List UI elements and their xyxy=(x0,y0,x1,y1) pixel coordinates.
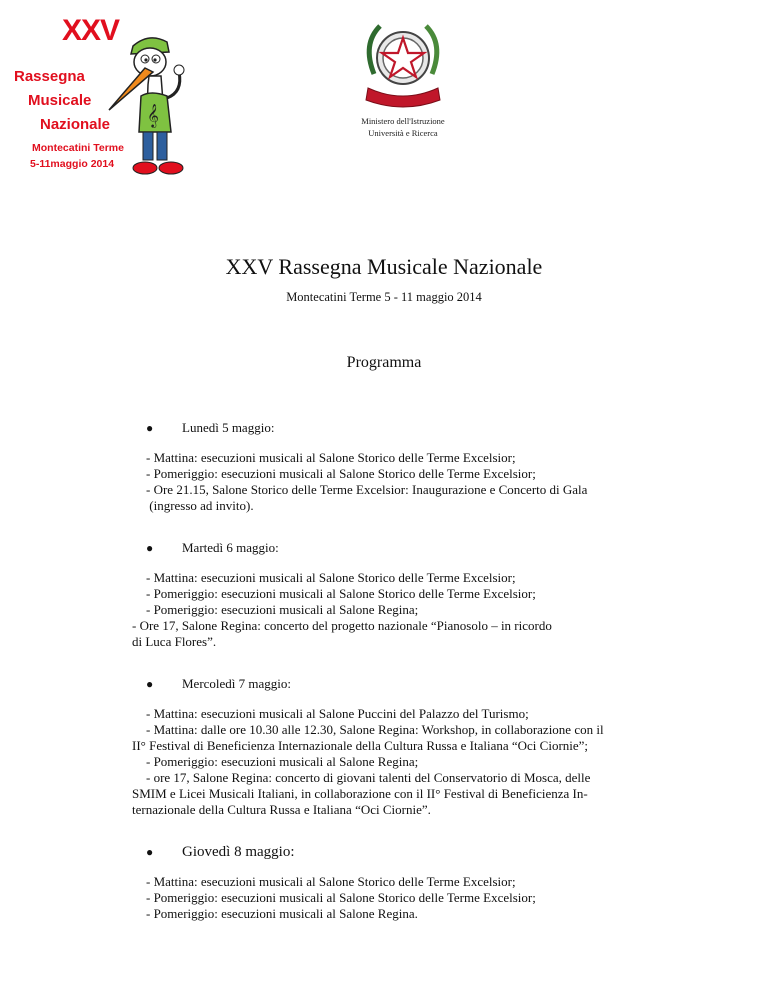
event-line: - Mattina: esecuzioni musicali al Salone Puccini del Palazzo del Turismo; xyxy=(146,706,529,721)
event-line: - Ore 21.15, Salone Storico delle Terme Excelsior: Inaugurazione e Concerto di Gala xyxy=(146,482,588,497)
event-line: - Pomeriggio: esecuzioni musicali al Salone Regina. xyxy=(146,906,418,921)
day-label: Giovedì 8 maggio: xyxy=(182,844,295,860)
ministry-name: Università e Ricerca xyxy=(368,128,438,138)
event-line: II° Festival di Beneficienza Internazionale della Cultura Russa e Italiana “Oci Ciornie”; xyxy=(132,738,589,753)
event-line: - Pomeriggio: esecuzioni musicali al Salone Storico delle Terme Excelsior; xyxy=(146,890,536,905)
ministry-logo xyxy=(338,14,468,154)
day-events xyxy=(132,706,704,818)
logo-line: Montecatini Terme xyxy=(32,142,124,154)
day-events xyxy=(146,450,690,514)
day-label: Lunedì 5 maggio: xyxy=(182,420,275,435)
bullet-icon: ● xyxy=(146,845,154,859)
day-label: Mercoledì 7 maggio: xyxy=(182,676,292,691)
event-line: di Luca Flores”. xyxy=(132,634,217,649)
ministry-name: Ministero dell'Istruzione xyxy=(361,116,445,126)
bullet-icon: ● xyxy=(146,421,154,435)
day-label: Martedì 6 maggio: xyxy=(182,540,279,555)
day-heading xyxy=(146,420,690,436)
bullet-icon: ● xyxy=(146,541,154,555)
day-heading xyxy=(146,844,690,860)
logo-numeral: XXV xyxy=(62,14,120,47)
logo-line: 5-11maggio 2014 xyxy=(30,158,115,170)
svg-text:𝄞: 𝄞 xyxy=(147,103,159,127)
bird-mascot-icon xyxy=(105,32,195,182)
republic-emblem-icon xyxy=(358,14,448,114)
event-line: - Mattina: dalle ore 10.30 alle 12.30, Salone Regina: Workshop, in collaborazione con il xyxy=(146,722,604,737)
event-line: ternazionale della Cultura Russa e Italiana “Oci Ciornie”. xyxy=(132,802,431,817)
document-subtitle: Montecatini Terme 5 - 11 maggio 2014 xyxy=(286,290,482,304)
bullet-icon: ● xyxy=(146,677,154,691)
event-line: (ingresso ad invito). xyxy=(146,498,254,513)
event-line: - Mattina: esecuzioni musicali al Salone Storico delle Terme Excelsior; xyxy=(146,450,516,465)
day-heading xyxy=(146,540,690,556)
event-line: - Ore 17, Salone Regina: concerto del progetto nazionale “Pianosolo – in ricordo xyxy=(132,618,552,633)
event-line: - Pomeriggio: esecuzioni musicali al Salone Regina; xyxy=(146,754,419,769)
section-heading: Programma xyxy=(346,354,422,371)
event-line: - Mattina: esecuzioni musicali al Salone Storico delle Terme Excelsior; xyxy=(146,874,516,889)
day-heading xyxy=(146,676,690,692)
day-events xyxy=(146,874,690,922)
event-logo xyxy=(10,10,200,180)
day-events xyxy=(132,570,690,650)
event-line: - Pomeriggio: esecuzioni musicali al Salone Storico delle Terme Excelsior; xyxy=(146,466,536,481)
programme-list xyxy=(132,420,690,948)
event-line: SMIM e Licei Musicali Italiani, in collaborazione con il II° Festival di Beneficienza In- xyxy=(132,786,588,801)
logo-line: Rassegna xyxy=(14,68,85,85)
logo-line: Musicale xyxy=(28,92,92,109)
event-line: - Pomeriggio: esecuzioni musicali al Salone Regina; xyxy=(146,602,419,617)
logo-line: Nazionale xyxy=(40,116,111,133)
event-line: - Pomeriggio: esecuzioni musicali al Salone Storico delle Terme Excelsior; xyxy=(146,586,536,601)
event-line: - ore 17, Salone Regina: concerto di giovani talenti del Conservatorio di Mosca, delle xyxy=(146,770,591,785)
document-title: XXV Rassegna Musicale Nazionale xyxy=(225,254,543,279)
event-line: - Mattina: esecuzioni musicali al Salone Storico delle Terme Excelsior; xyxy=(146,570,516,585)
